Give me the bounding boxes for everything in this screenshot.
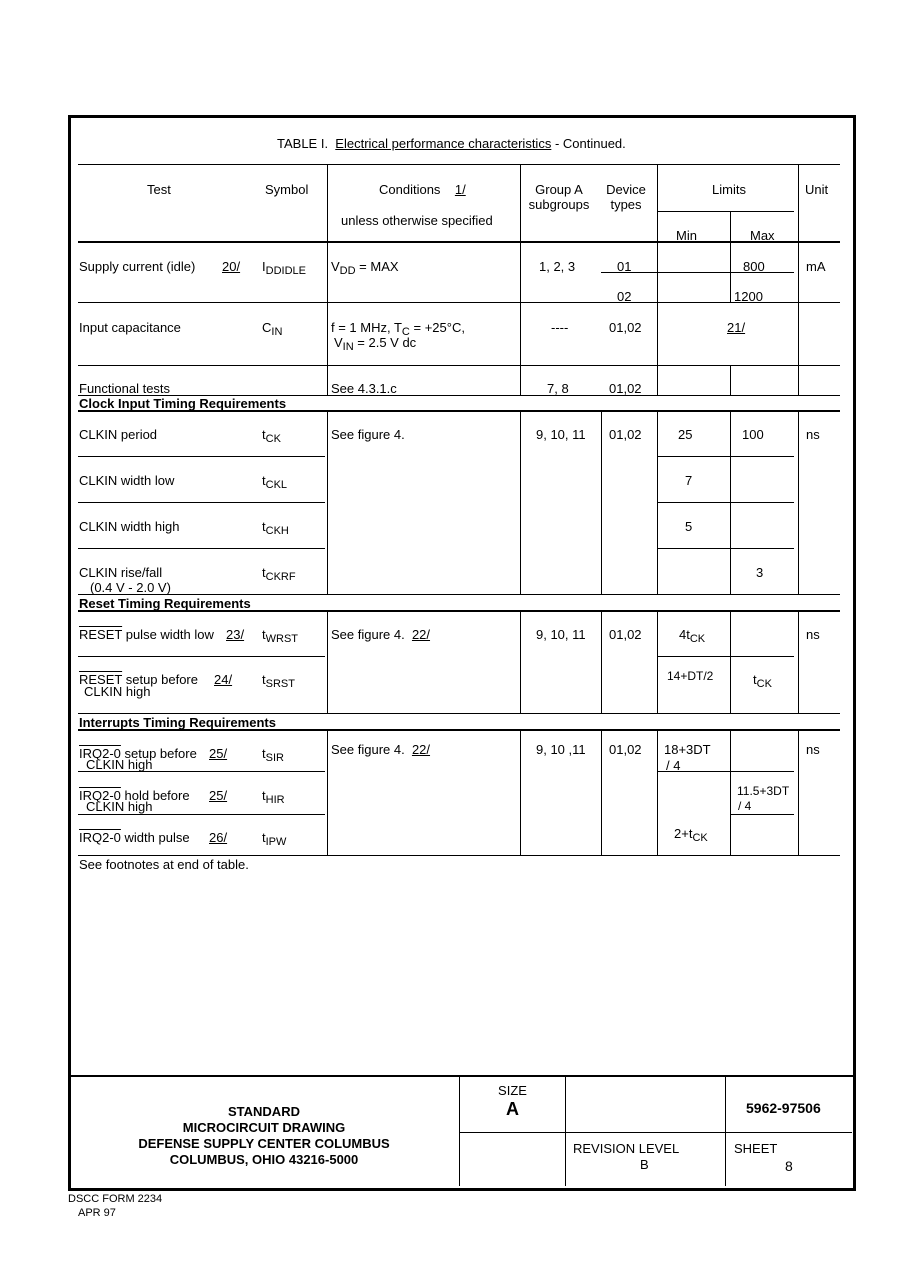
- header-test: Test: [147, 182, 171, 197]
- clkin-high-min: 5: [685, 519, 693, 534]
- reset-pulse-note: 23/: [226, 627, 245, 642]
- irq-setup-min1: 18+3DT: [664, 742, 711, 757]
- input-cap-cond1: f = 1 MHz, $T_C = +25^\circ C$,: [331, 320, 465, 338]
- irq-hold-max1: 11.5+3DT: [737, 784, 790, 798]
- supply-current-note: 20/: [222, 259, 241, 274]
- input-cap-limit: 21/: [727, 320, 746, 335]
- reset-unit: ns: [806, 627, 820, 642]
- irq-setup-note: 25/: [209, 746, 228, 761]
- reset-setup-test2: CLKIN high: [84, 684, 151, 699]
- header-max: Max: [750, 228, 775, 243]
- irq-groups: 9, 10 ,11: [536, 742, 586, 757]
- input-cap-groups: ----: [551, 320, 569, 335]
- clock-groups: 9, 10, 11: [536, 427, 586, 442]
- functional-dev: 01,02: [609, 381, 642, 396]
- clkin-period-symbol: $t_{CK}$: [262, 427, 281, 445]
- clkin-low-symbol: $t_{CKL}$: [262, 473, 288, 491]
- drawing-number: 5962-97506: [746, 1100, 821, 1116]
- clock-section-title: Clock Input Timing Requirements: [79, 396, 287, 411]
- irq-width-min: $2+t_{CK}$: [674, 826, 708, 844]
- irq-section-title: Interrupts Timing Requirements: [79, 715, 276, 730]
- clock-cond: See figure 4.: [331, 427, 405, 442]
- header-unit: Unit: [805, 182, 829, 197]
- header-conditions: Conditions 1/: [379, 182, 466, 197]
- irq-hold-symbol: $t_{HIR}$: [262, 788, 285, 806]
- input-cap-cond2: $V_{IN} = 2.5$ V dc: [334, 335, 417, 353]
- supply-current-symbol: $I_{DDIDLE}$: [262, 259, 306, 277]
- reset-setup-test: RESET setup before: [79, 672, 198, 687]
- irq-hold-test: IRQ2-0 hold before: [79, 788, 190, 803]
- irq-unit: ns: [806, 742, 820, 757]
- irq-hold-test2: CLKIN high: [86, 799, 153, 814]
- reset-pulse-symbol: $t_{WRST}$: [262, 627, 299, 645]
- functional-test: Functional tests: [79, 381, 171, 396]
- irq-dev: 01,02: [609, 742, 642, 757]
- supply-current-groups: 1, 2, 3: [539, 259, 576, 274]
- supply-current-unit: mA: [806, 259, 826, 274]
- clkin-low-min: 7: [685, 473, 693, 488]
- clkin-high-test: CLKIN width high: [79, 519, 180, 534]
- form-number: DSCC FORM 2234: [68, 1193, 163, 1205]
- reset-setup-symbol: $t_{SRST}$: [262, 672, 295, 690]
- supply-current-dev1: 01: [617, 259, 632, 274]
- reset-section-title: Reset Timing Requirements: [79, 596, 251, 611]
- clkin-rise-test: CLKIN rise/fall: [79, 565, 163, 580]
- irq-setup-test2: CLKIN high: [86, 757, 153, 772]
- input-cap-dev: 01,02: [609, 320, 642, 335]
- functional-groups: 7, 8: [547, 381, 569, 396]
- reset-pulse-test: RESET pulse width low: [79, 627, 214, 642]
- reset-groups: 9, 10, 11: [536, 627, 586, 642]
- clock-unit: ns: [806, 427, 820, 442]
- reset-setup-max: $t_{CK}$: [753, 672, 772, 690]
- reset-pulse-min: $4t_{CK}$: [679, 627, 706, 645]
- input-cap-symbol: $C_{IN}$: [262, 320, 283, 338]
- irq-hold-max2: / 4: [738, 799, 752, 813]
- clkin-rise-max: 3: [756, 565, 764, 580]
- revision-value: B: [640, 1157, 649, 1172]
- irq-width-symbol: $t_{IPW}$: [262, 830, 287, 848]
- supply-current-dev2: 02: [617, 289, 632, 304]
- supply-current-max1: 800: [743, 259, 765, 274]
- header-group-a: Group A subgroups: [528, 182, 590, 212]
- header-min: Min: [676, 228, 697, 243]
- supply-current-test: Supply current (idle): [79, 259, 196, 274]
- footnote: See footnotes at end of table.: [79, 857, 249, 872]
- header-limits: Limits: [712, 182, 746, 197]
- reset-dev: 01,02: [609, 627, 642, 642]
- irq-cond: See figure 4. 22/: [331, 742, 431, 757]
- clkin-period-min: 25: [678, 427, 693, 442]
- irq-width-test: IRQ2-0 width pulse: [79, 830, 190, 845]
- size-label: SIZE: [498, 1083, 527, 1098]
- limits-line: [658, 211, 794, 212]
- clkin-high-symbol: $t_{CKH}$: [262, 519, 289, 537]
- functional-cond: See 4.3.1.c: [331, 381, 397, 396]
- irq-setup-min2: / 4: [666, 758, 681, 773]
- supply-current-conditions: $V_{DD}$ = MAX: [331, 259, 399, 277]
- irq-width-note: 26/: [209, 830, 228, 845]
- reset-cond: See figure 4. 22/: [331, 627, 431, 642]
- clock-dev: 01,02: [609, 427, 642, 442]
- header-device: Device types: [606, 182, 646, 212]
- header-symbol: Symbol: [265, 182, 309, 197]
- table-title: TABLE I. Electrical performance characteristics - Continued.: [277, 136, 626, 151]
- size-value: A: [506, 1099, 519, 1119]
- form-date: APR 97: [78, 1207, 116, 1219]
- supply-current-max2: 1200: [734, 289, 763, 304]
- clkin-rise-symbol: $t_{CKRF}$: [262, 565, 296, 583]
- page-frame: [68, 115, 856, 1191]
- header-conditions-sub: unless otherwise specified: [341, 213, 493, 228]
- input-cap-test: Input capacitance: [79, 320, 181, 335]
- irq-setup-symbol: $t_{SIR}$: [262, 746, 284, 764]
- revision-label: REVISION LEVEL: [573, 1141, 680, 1156]
- clkin-rise-test2: (0.4 V - 2.0 V): [90, 580, 171, 595]
- header-bottom-line: [78, 241, 840, 243]
- clkin-period-max: 100: [742, 427, 764, 442]
- clkin-low-test: CLKIN width low: [79, 473, 175, 488]
- irq-setup-test: IRQ2-0 setup before: [79, 746, 197, 761]
- sheet-label: SHEET: [734, 1141, 778, 1156]
- reset-setup-min: 14+DT/2: [667, 669, 714, 683]
- irq-hold-note: 25/: [209, 788, 228, 803]
- header-top-line: [78, 164, 840, 165]
- clkin-period-test: CLKIN period: [79, 427, 158, 442]
- reset-setup-note: 24/: [214, 672, 233, 687]
- footer-org: STANDARD MICROCIRCUIT DRAWING DEFENSE SUPPLY CENTER COLUMBUS COLUMBUS, OHIO 43216-5000: [138, 1104, 390, 1167]
- sheet-value: 8: [785, 1158, 793, 1174]
